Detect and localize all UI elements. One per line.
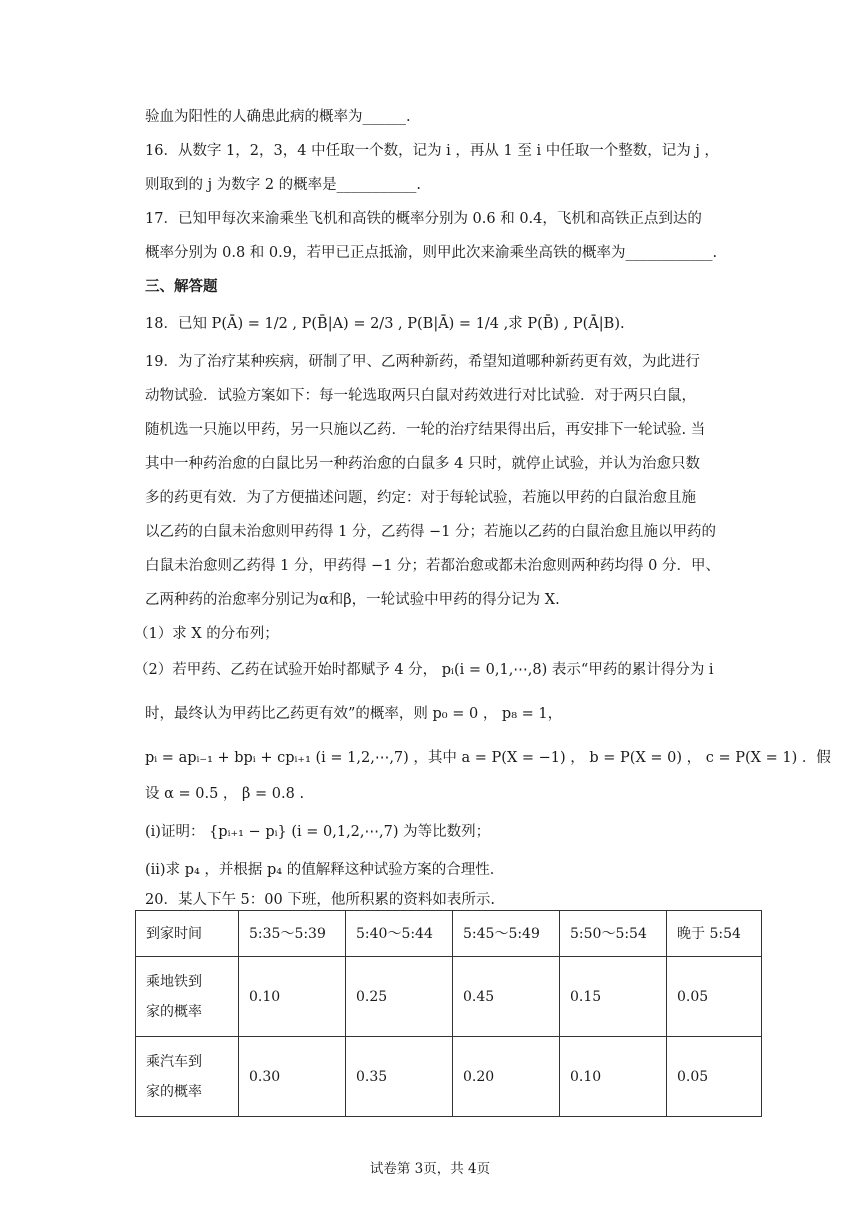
table-cell: 0.35: [346, 1037, 453, 1117]
table-cell: 0.05: [667, 957, 762, 1037]
q19-part-2-line-2: 时，最终认为甲药比乙药更有效”的概率，则 p₀ = 0 ， p₈ = 1，: [145, 706, 563, 722]
row-label-cell: [136, 957, 239, 1037]
page-footer: 试卷第 3页，共 4页: [369, 1161, 491, 1177]
section-heading: 三、解答题: [145, 278, 218, 295]
q19-line-1: 19．为了治疗某种疾病，研制了甲、乙两种新药，希望知道哪种新药更有效，为此进行: [145, 354, 700, 370]
q16-line-2: 则取到的 j 为数字 2 的概率是___________.: [145, 177, 422, 193]
row-label-line: 家的概率: [146, 1083, 202, 1100]
table-row: [136, 957, 762, 1037]
q19-subpart-i: (i)证明： {pᵢ₊₁ − pᵢ} (i = 0,1,2,⋯,7) 为等比数列；: [145, 824, 491, 840]
table-cell: 0.10: [239, 957, 346, 1037]
table-cell: 0.20: [453, 1037, 560, 1117]
q15-continuation: 验血为阳性的人确患此病的概率为______.: [145, 109, 411, 125]
row-label-cell: [136, 1037, 239, 1117]
row-label-line: 家的概率: [146, 1003, 202, 1020]
q16-line-1: 16．从数字 1，2，3，4 中任取一个数，记为 i ，再从 1 至 i 中任取一个整数，记为 j ，: [145, 143, 719, 159]
q19-line-2: 动物试验．试验方案如下：每一轮选取两只白鼠对药效进行对比试验．对于两只白鼠，: [145, 388, 696, 404]
q19-part-2-line-3: pᵢ = apᵢ₋₁ + bpᵢ + cpᵢ₊₁ (i = 1,2,⋯,7) ，其中 a = P(X = −1) ， b = P(X = 0) ， c = P(X = 1) ．假: [145, 750, 831, 766]
table-cell: 0.10: [560, 1037, 667, 1117]
table-header-cell: 5:35～5:39: [239, 911, 346, 957]
table-header-row: [136, 911, 762, 957]
q19-part-2-line-1: （2）若甲药、乙药在试验开始时都赋予 4 分， pᵢ(i = 0,1,⋯,8) 表示“甲药的累计得分为 i: [134, 662, 714, 678]
table-header-cell: 5:50～5:54: [560, 911, 667, 957]
table-header-cell: 5:40～5:44: [346, 911, 453, 957]
q19-part-2-line-4: 设 α = 0.5 ， β = 0.8 .: [145, 786, 305, 802]
table-cell: 0.30: [239, 1037, 346, 1117]
q19-line-6: 以乙药的白鼠未治愈则甲药得 1 分，乙药得 −1 分；若施以乙药的白鼠治愈且施以甲药的: [145, 524, 717, 540]
q19-line-8: 乙两种药的治愈率分别记为α和β，一轮试验中甲药的得分记为 X.: [145, 592, 560, 608]
table-cell: 0.25: [346, 957, 453, 1037]
q19-subpart-ii: (ii)求 p₄ ，并根据 p₄ 的值解释这种试验方案的合理性．: [145, 862, 505, 878]
table-cell: 0.45: [453, 957, 560, 1037]
q17-line-1: 17．已知甲每次来渝乘坐飞机和高铁的概率分别为 0.6 和 0.4，飞机和高铁正点到达的: [145, 211, 702, 227]
q19-line-4: 其中一种药治愈的白鼠比另一种药治愈的白鼠多 4 只时，就停止试验，并认为治愈只数: [145, 456, 700, 472]
q17-line-2: 概率分别为 0.8 和 0.9，若甲已正点抵渝，则甲此次来渝乘坐高铁的概率为____________.: [145, 245, 718, 261]
q18-line: 18．已知 P(Ā) = 1/2 , P(B̄|A) = 2/3 , P(B|Ā) = 1/4 ,求 P(B̄) , P(Ā|B).: [145, 316, 625, 332]
table-header-cell: 5:45～5:49: [453, 911, 560, 957]
q19-part-1: （1）求 X 的分布列；: [134, 626, 279, 642]
row-label-line: 乘汽车到: [146, 1053, 202, 1070]
row-label-line: 乘地铁到: [146, 973, 202, 990]
q20-line: 20．某人下午 5：00 下班，他所积累的资料如表所示.: [145, 892, 495, 908]
q19-line-3: 随机选一只施以甲药，另一只施以乙药．一轮的治疗结果得出后，再安排下一轮试验. 当: [145, 422, 706, 438]
table-cell: 0.05: [667, 1037, 762, 1117]
data-table: [135, 910, 762, 1117]
q19-line-7: 白鼠未治愈则乙药得 1 分，甲药得 −1 分；若都治愈或都未治愈则两种药均得 0 分．甲、: [145, 558, 720, 574]
table-header-cell: 到家时间: [136, 911, 239, 957]
table-row: [136, 1037, 762, 1117]
table-cell: 0.15: [560, 957, 667, 1037]
table-header-cell: 晚于 5:54: [667, 911, 762, 957]
q19-line-5: 多的药更有效．为了方便描述问题，约定：对于每轮试验，若施以甲药的白鼠治愈且施: [145, 490, 696, 506]
